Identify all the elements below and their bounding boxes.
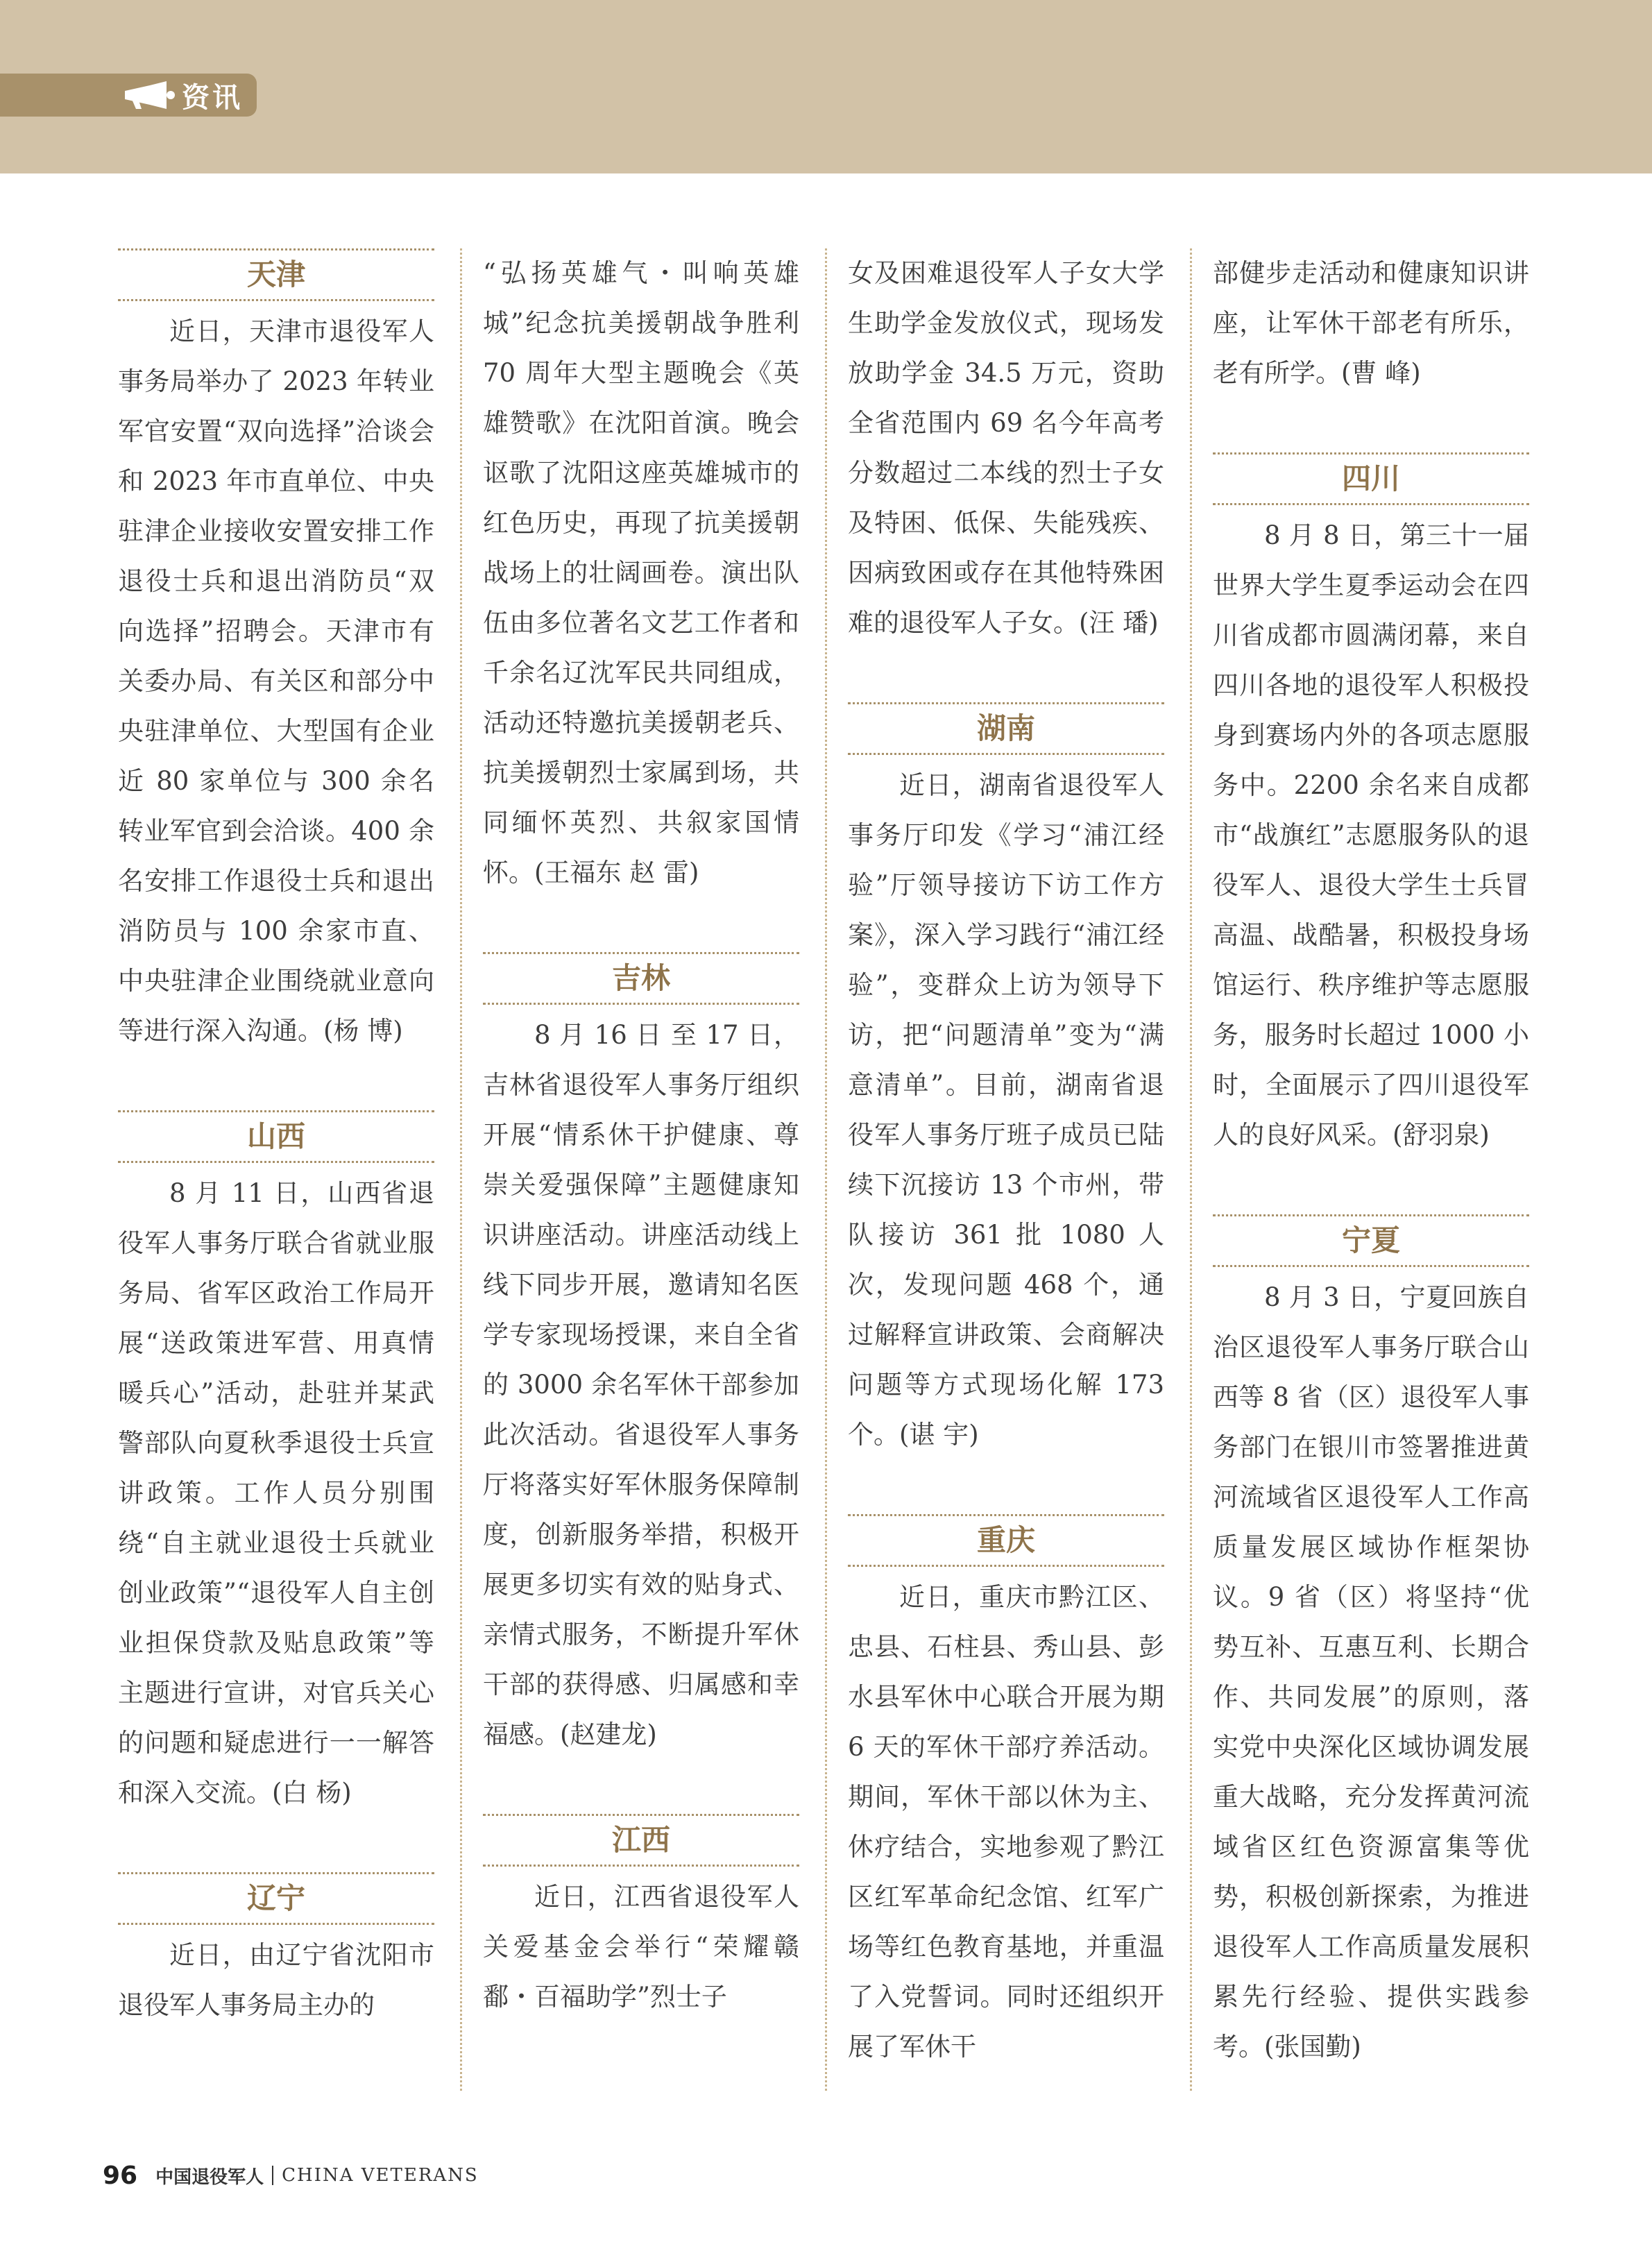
page-number: 96 [103,2161,138,2190]
news-body: 近日，湖南省退役军人事务厅印发《学习“浦江经验”厅领导接访下访工作方案》，深入学习践行“浦江经验”，变群众上访为领导下访，把“问题清单”变为“满意清单”。目前，湖南省退役军人事务厅班子成员已陆续下沉接访 13 个市州，带队接访 361 批 1080 人次，发现问题 468 个，通过解释宣讲政策、会商解决问题等方式现场化解 173 个。(谌 宇) [848,770,1164,1450]
news-item-sichuan [1213,452,1529,1160]
news-body: 女及困难退役军人子女大学生助学金发放仪式，现场发放助学金 34.5 万元，资助全省范围内 69 名今年高考分数超过二本线的烈士子女及特困、低保、失能残疾、因病致困或存在其他特殊困难的退役军人子女。(汪 璠) [848,258,1164,638]
region-heading: 吉林 [483,952,799,1005]
news-body: 近日，江西省退役军人关爱基金会举行“荣耀赣鄱・百福助学”烈士子 [483,1882,799,2012]
news-body: 8 月 11 日，山西省退役军人事务厅联合省就业服务局、省军区政治工作局开展“送政策进军营、用真情暖兵心”活动，赴驻并某武警部队向夏秋季退役士兵宣讲政策。工作人员分别围绕“自主就业退役士兵就业创业政策”“退役军人自主创业担保贷款及贴息政策”等主题进行宣讲，对官兵关心的问题和疑虑进行一一解答和深入交流。(白 杨) [118,1178,434,1808]
region-heading: 宁夏 [1213,1214,1529,1267]
column-2 [483,248,799,2076]
page-footer [103,2158,479,2193]
news-item-hunan [848,702,1164,1460]
column-divider [1190,248,1192,2091]
magazine-name-cn: 中国退役军人 [155,2166,264,2188]
news-body: 8 月 8 日，第三十一届世界大学生夏季运动会在四川省成都市圆满闭幕，来自四川各地的退役军人积极投身到赛场内外的各项志愿服务中。2200 余名来自成都市“战旗红”志愿服务队的退役军人、退役大学生士兵冒高温、战酷暑，积极投身场馆运行、秩序维护等志愿服务，服务时长超过 1000 小时，全面展示了四川退役军人的良好风采。(舒羽泉) [1213,520,1529,1150]
column-divider [460,248,462,2091]
news-item-liaoning-continued [483,248,799,898]
news-body: 8 月 3 日，宁夏回族自治区退役军人事务厅联合山西等 8 省（区）退役军人事务部门在银川市签署推进黄河流域省区退役军人工作高质量发展区域协作框架协议。9 省（区）将坚持“优势互补、互惠互利、长期合作、共同发展”的原则，落实党中央深化区域协调发展重大战略，充分发挥黄河流域省区红色资源富集等优势，积极创新探索，为推进退役军人工作高质量发展积累先行经验、提供实践参考。(张国勤) [1213,1282,1529,2062]
column-1 [118,248,434,2084]
news-body: 近日，天津市退役军人事务局举办了 2023 年转业军官安置“双向选择”洽谈会和 2023 年市直单位、中央驻津企业接收安置安排工作退役士兵和退出消防员“双向选择”招聘会。天津市有关委办局、有关区和部分中央驻津单位、大型国有企业近 80 家单位与 300 余名转业军官到会洽谈。400 余名安排工作退役士兵和退出消防员与 100 余家市直、中央驻津企业围绕就业意向等进行深入沟通。(杨 博) [118,316,434,1046]
region-heading: 四川 [1213,452,1529,505]
region-heading: 辽宁 [118,1872,434,1925]
column-4 [1213,248,1529,2126]
footer-separator [272,2166,273,2185]
news-body: 近日，由辽宁省沈阳市退役军人事务局主办的 [118,1940,434,2020]
news-item-chongqing [848,1514,1164,2072]
news-item-jiangxi-continued [848,248,1164,648]
region-heading: 江西 [483,1814,799,1867]
megaphone-icon [118,74,180,117]
region-heading: 湖南 [848,702,1164,755]
region-heading: 重庆 [848,1514,1164,1567]
news-item-tianjin [118,248,434,1056]
region-heading: 天津 [118,248,434,301]
news-item-liaoning [118,1872,434,2030]
magazine-name-en: CHINA VETERANS [282,2165,479,2186]
news-item-jiangxi [483,1814,799,2022]
news-body: 近日，重庆市黔江区、忠县、石柱县、秀山县、彭水县军休中心联合开展为期 6 天的军休干部疗养活动。期间，军休干部以休为主、休疗结合，实地参观了黔江区红军革命纪念馆、红军广场等红色教育基地，并重温了入党誓词。同时还组织开展了军休干 [848,1582,1164,2062]
section-tag [0,74,257,117]
region-heading: 山西 [118,1110,434,1163]
news-item-shanxi [118,1110,434,1818]
column-3 [848,248,1164,2126]
news-item-ningxia [1213,1214,1529,2072]
column-divider [825,248,827,2091]
news-item-jilin [483,952,799,1760]
news-body: 部健步走活动和健康知识讲座，让军休干部老有所乐，老有所学。(曹 峰) [1213,258,1529,388]
news-body: “弘扬英雄气・叫响英雄城”纪念抗美援朝战争胜利 70 周年大型主题晚会《英雄赞歌》在沈阳首演。晚会讴歌了沈阳这座英雄城市的红色历史，再现了抗美援朝战场上的壮阔画卷。演出队伍由多位著名文艺工作者和千余名辽沈军民共同组成，活动还特邀抗美援朝老兵、抗美援朝烈士家属到场，共同缅怀英烈、共叙家国情怀。(王福东 赵 雷) [483,258,799,888]
news-item-chongqing-continued [1213,248,1529,398]
section-tag-label: 资讯 [182,81,243,114]
news-body: 8 月 16 日 至 17 日，吉林省退役军人事务厅组织开展“情系休干护健康、尊崇关爱强保障”主题健康知识讲座活动。讲座活动线上线下同步开展，邀请知名医学专家现场授课，来自全省的 3000 余名军休干部参加此次活动。省退役军人事务厅将落实好军休服务保障制度，创新服务举措，积极开展更多切实有效的贴身式、亲情式服务，不断提升军休干部的获得感、归属感和幸福感。(赵建龙) [483,1020,799,1749]
